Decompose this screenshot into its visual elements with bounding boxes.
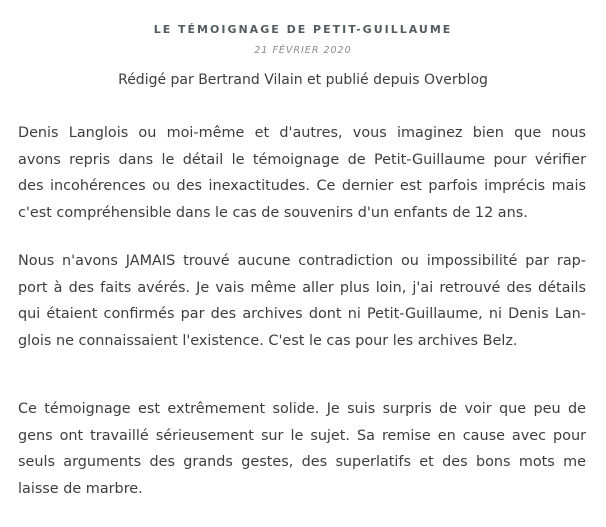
paragraph-text	[18, 396, 586, 502]
text-line: Ce témoignage est extrêmement solide. Je suis surpris de voir que peu de	[18, 401, 586, 417]
text-line: c'est compréhensible dans le cas de souvenirs d'un enfants de 12 ans.	[18, 204, 528, 221]
text-line: port à des faits avérés. Je vais même aller plus loin, j'ai retrouvé des détails	[18, 279, 586, 296]
article-title: LE TÉMOIGNAGE DE PETIT-GUILLAUME	[153, 23, 453, 37]
paragraph-1	[18, 120, 586, 226]
text-line: laisse de marbre.	[18, 480, 143, 497]
paragraph-2	[18, 248, 586, 354]
text-line: Nous n'avons JAMAIS trouvé aucune contradiction ou impossibilité par rap-	[18, 253, 586, 269]
text-line: qui étaient confirmés par des archives dont ni Petit-Guillaume, ni Denis Lan-	[18, 306, 586, 323]
paragraph-3	[18, 396, 586, 502]
article-date: 21 FÉVRIER 2020	[254, 45, 352, 56]
text-line: Denis Langlois ou moi-même et d'autres, vous imaginez bien que nous	[18, 125, 586, 141]
text-line: avons repris dans le détail le témoignage de Petit-Guillaume pour vérifier	[18, 151, 586, 168]
text-line: gens ont travaillé sérieusement sur le sujet. Sa remise en cause avec pour	[18, 427, 586, 444]
text-line: seuls arguments des grands gestes, des superlatifs et des bons mots me	[18, 454, 586, 471]
text-line: glois ne connaissaient l'existence. C'est le cas pour les archives Belz.	[18, 332, 518, 349]
article-byline: Rédigé par Bertrand Vilain et publié depuis Overblog	[118, 72, 488, 88]
paragraph-text	[18, 248, 586, 354]
paragraph-text	[18, 120, 586, 226]
text-line: des incohérences ou des inexactitudes. Ce dernier est parfois imprécis mais	[18, 178, 586, 195]
